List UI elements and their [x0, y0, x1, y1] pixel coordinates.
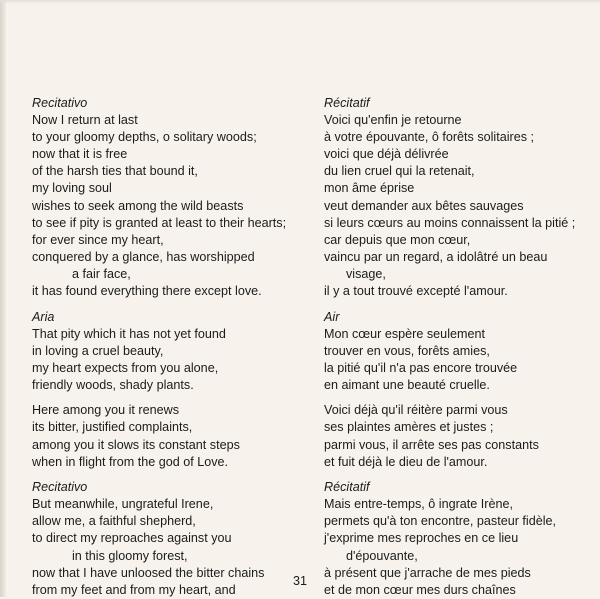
french-verse-line: Mon cœur espère seulement [324, 326, 485, 341]
english-verse-line: to see if pity is granted at least to their hearts; [32, 215, 287, 230]
english-stanza [32, 95, 302, 300]
english-section-heading: Recitativo [32, 480, 88, 495]
french-section-heading: Récitatif [324, 480, 370, 495]
english-verse-line: my heart expects from you alone, [32, 360, 219, 375]
page-number: 31 [292, 574, 307, 588]
english-verse-line: But meanwhile, ungrateful Irene, [32, 497, 214, 512]
english-verse-line: its bitter, justified complaints, [32, 420, 193, 435]
english-verse-line: to your gloomy depths, o solitary woods; [32, 130, 257, 145]
page-binding-edge [0, 0, 6, 597]
french-verse-line: d'épouvante, [346, 548, 418, 563]
french-verse-line: Voici qu'enfin je retourne [324, 113, 462, 128]
english-verse-line: friendly woods, shady plants. [32, 377, 194, 392]
english-verse-line: That pity which it has not yet found [32, 326, 226, 341]
french-verse-line: si leurs cœurs au moins connaissent la pitié ; [324, 215, 576, 230]
french-section-heading: Air [324, 309, 340, 324]
english-verse-line: now that I have unloosed the bitter chains [32, 565, 265, 580]
french-verse-line: la pitié qu'il n'a pas encore trouvée [324, 360, 518, 375]
english-verse-line: allow me, a faithful shepherd, [32, 514, 196, 529]
english-stanza [32, 402, 302, 470]
french-verse-line: permets qu'à ton encontre, pasteur fidèle, [324, 514, 557, 529]
english-verse-line: among you it slows its constant steps [32, 437, 240, 452]
french-stanza [324, 95, 594, 300]
french-verse-line: trouver en vous, forêts amies, [324, 343, 490, 358]
english-verse-line: now that it is free [32, 147, 128, 162]
french-verse-line: en aimant une beauté cruelle. [324, 377, 490, 392]
english-section-heading: Recitativo [32, 96, 88, 110]
french-verse-line: et de mon cœur mes durs chaînes [324, 582, 516, 597]
french-verse-line: parmi vous, il arrête ses pas constants [324, 437, 539, 452]
french-section-heading: Récitatif [324, 96, 370, 110]
french-verse-line: à présent que j'arrache de mes pieds [324, 565, 531, 580]
english-verse-line: it has found everything there except love. [32, 284, 262, 299]
english-verse-line: conquered by a glance, has worshipped [32, 249, 255, 264]
french-verse-line: et fuit déjà le dieu de l'amour. [324, 454, 488, 469]
french-verse-line: voici que déjà délivrée [324, 147, 449, 162]
english-section-heading: Aria [32, 309, 55, 324]
english-verse-line: wishes to seek among the wild beasts [32, 198, 244, 213]
english-verse-line: my loving soul [32, 181, 112, 196]
french-stanza [324, 309, 594, 394]
french-verse-line: visage, [346, 266, 386, 281]
french-verse-line: Mais entre-temps, ô ingrate Irène, [324, 497, 513, 512]
english-verse-line: Here among you it renews [32, 403, 179, 418]
english-verse-line: to direct my reproaches against you [32, 531, 232, 546]
english-stanza [32, 309, 302, 394]
french-verse-line: Voici déjà qu'il réitère parmi vous [324, 403, 508, 418]
french-verse-line: car depuis que mon cœur, [324, 232, 471, 247]
english-verse-line: of the harsh ties that bound it, [32, 164, 198, 179]
french-verse-line: mon âme éprise [324, 181, 415, 196]
french-verse-line: veut demander aux bêtes sauvages [324, 198, 524, 213]
french-verse-line: j'exprime mes reproches en ce lieu [324, 531, 519, 546]
english-verse-line: Now I return at last [32, 113, 138, 128]
english-verse-line: from my feet and from my heart, and [32, 582, 236, 597]
english-text-column [32, 95, 302, 599]
english-verse-line: when in flight from the god of Love. [32, 454, 229, 469]
english-verse-line: in this gloomy forest, [72, 548, 188, 563]
french-verse-line: à votre épouvante, ô forêts solitaires ; [324, 130, 535, 145]
french-verse-line: ses plaintes amères et justes ; [324, 420, 494, 435]
english-verse-line: in loving a cruel beauty, [32, 343, 164, 358]
english-verse-line: a fair face, [72, 266, 131, 281]
french-stanza [324, 402, 594, 470]
french-verse-line: il y a tout trouvé excepté l'amour. [324, 284, 508, 299]
page-top-shadow [0, 0, 600, 4]
english-verse-line: for ever since my heart, [32, 232, 164, 247]
french-verse-line: vaincu par un regard, a idolâtré un beau [324, 249, 548, 264]
french-verse-line: du lien cruel qui la retenait, [324, 164, 475, 179]
french-text-column [324, 95, 594, 599]
